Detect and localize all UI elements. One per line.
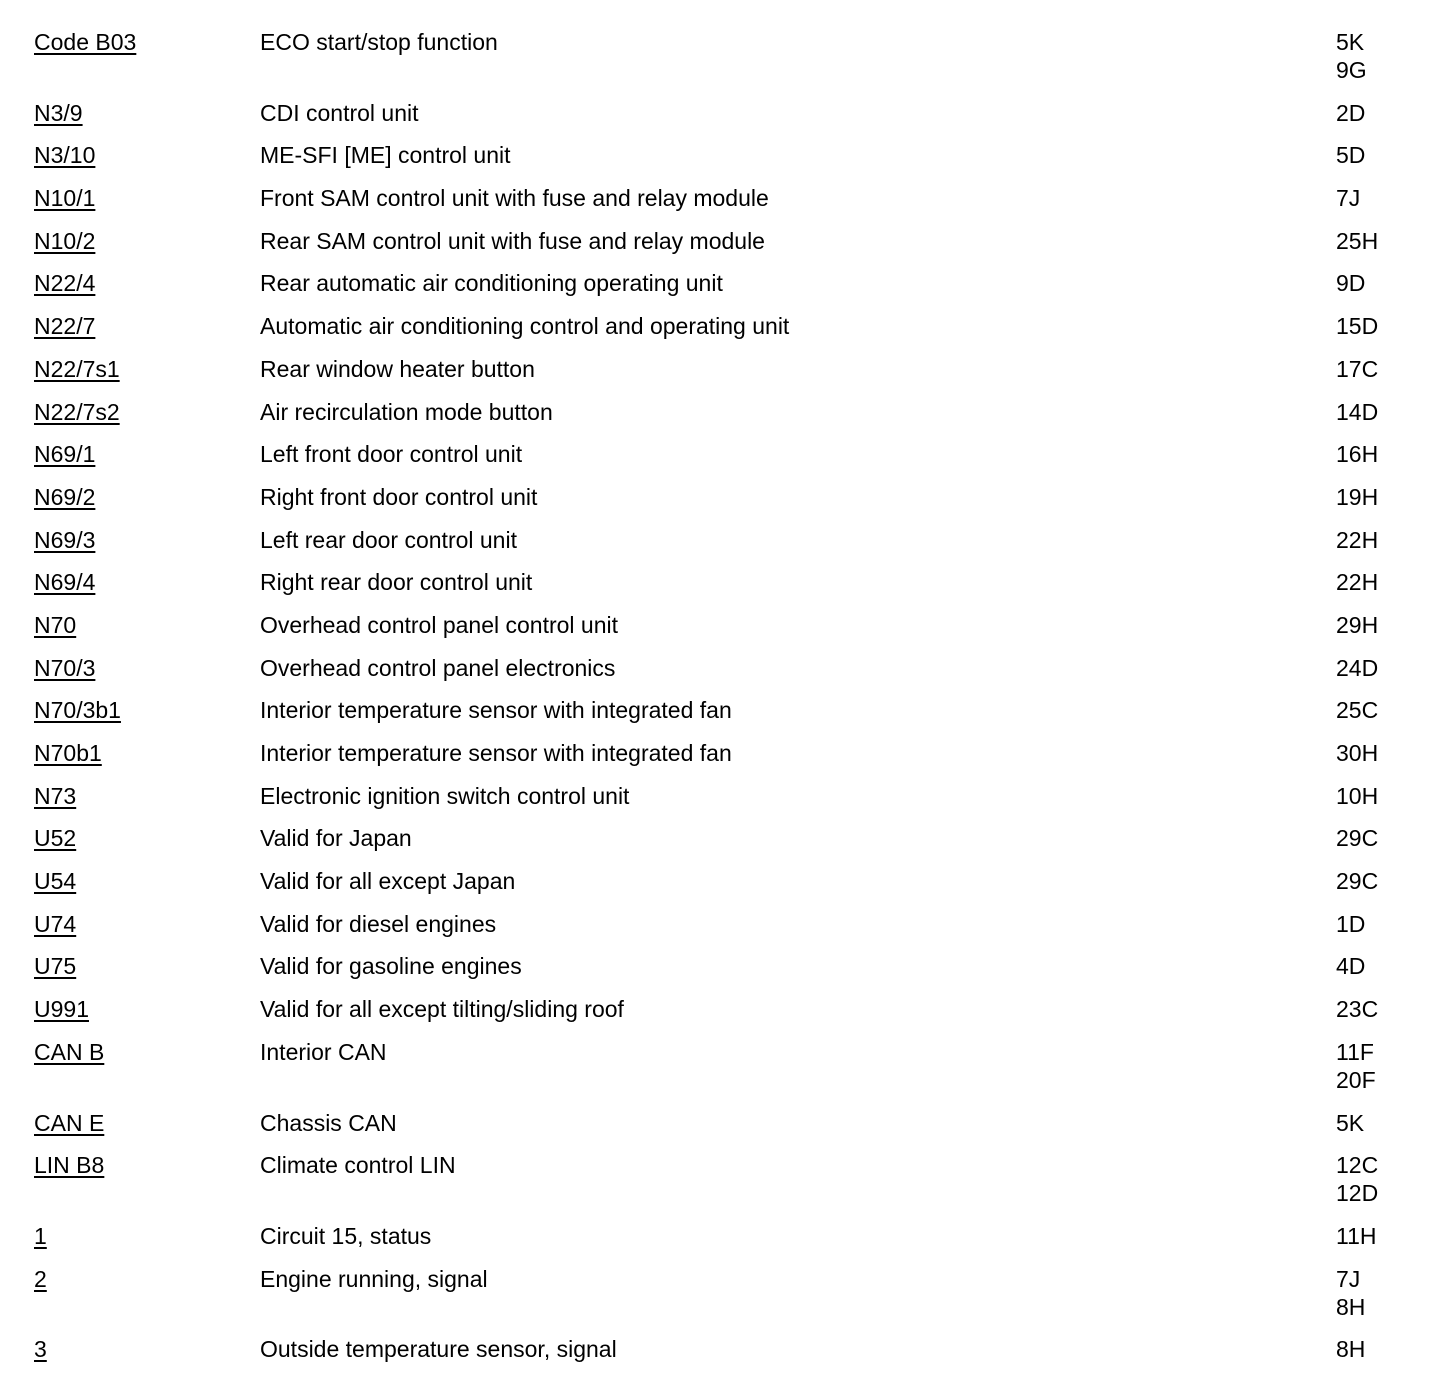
component-description: Interior temperature sensor with integrated fan	[260, 740, 732, 766]
legend-row	[34, 1222, 1414, 1250]
component-description: Right front door control unit	[260, 483, 538, 510]
component-code-link[interactable]: N22/7s2	[34, 398, 120, 425]
component-code-link[interactable]: N22/4	[34, 270, 96, 297]
component-description: Rear automatic air conditioning operating unit	[260, 270, 723, 297]
grid-reference: 5D	[1336, 142, 1366, 169]
grid-reference: 9D	[1336, 270, 1366, 297]
grid-references	[1336, 611, 1414, 639]
legend-row	[34, 99, 1414, 127]
grid-references	[1336, 654, 1414, 682]
grid-reference: 10H	[1336, 782, 1379, 809]
grid-references	[1336, 696, 1414, 724]
component-code-link[interactable]: N70/3	[34, 654, 96, 681]
grid-references	[1336, 1222, 1414, 1250]
grid-references	[1336, 952, 1414, 980]
legend-row	[34, 398, 1414, 426]
legend-row	[34, 526, 1414, 554]
grid-reference: 19H	[1336, 483, 1379, 510]
component-description: Climate control LIN	[260, 1152, 456, 1179]
component-code-link[interactable]: LIN B8	[34, 1152, 105, 1179]
grid-references	[1336, 568, 1414, 596]
grid-reference: 25H	[1336, 227, 1379, 254]
legend-row	[34, 355, 1414, 383]
grid-reference: 30H	[1336, 740, 1379, 766]
grid-references	[1336, 398, 1414, 426]
component-code-link[interactable]: U991	[34, 996, 89, 1023]
legend-row	[34, 28, 1414, 84]
component-description: Circuit 15, status	[260, 1222, 432, 1249]
legend-row	[34, 782, 1414, 810]
component-code-link[interactable]: N70b1	[34, 740, 102, 766]
grid-reference: 4D	[1336, 953, 1366, 980]
component-description: Rear window heater button	[260, 355, 535, 382]
grid-reference: 29C	[1336, 868, 1379, 895]
component-description: Air recirculation mode button	[260, 398, 553, 425]
legend-row	[34, 1151, 1414, 1207]
component-description: Interior temperature sensor with integrated fan	[260, 697, 732, 724]
grid-reference: 12D	[1336, 1180, 1379, 1207]
grid-reference: 16H	[1336, 441, 1379, 468]
grid-references	[1336, 312, 1414, 340]
grid-reference: 1D	[1336, 910, 1366, 937]
grid-references	[1336, 526, 1414, 554]
grid-references	[1336, 1335, 1414, 1363]
legend-row	[34, 483, 1414, 511]
legend-row	[34, 1109, 1414, 1137]
grid-references	[1336, 1109, 1414, 1137]
component-description: Right rear door control unit	[260, 569, 533, 596]
component-code-link[interactable]: N10/2	[34, 227, 96, 254]
grid-reference: 22H	[1336, 526, 1379, 553]
component-code-link[interactable]: N73	[34, 782, 77, 809]
component-code-link[interactable]: N69/3	[34, 526, 96, 553]
component-code-link[interactable]: N69/1	[34, 441, 96, 468]
component-code-link[interactable]: 3	[34, 1336, 47, 1363]
component-code-link[interactable]: U74	[34, 910, 77, 937]
component-description: Front SAM control unit with fuse and relay module	[260, 185, 769, 212]
component-description: Rear SAM control unit with fuse and relay module	[260, 227, 765, 254]
legend-row	[34, 611, 1414, 639]
component-code-link[interactable]: Code B03	[34, 29, 137, 55]
component-description: Automatic air conditioning control and operating unit	[260, 313, 790, 340]
component-code-link[interactable]: N10/1	[34, 185, 96, 212]
grid-reference: 11H	[1336, 1222, 1377, 1249]
grid-reference: 7J	[1336, 1265, 1361, 1292]
component-code-link[interactable]: U75	[34, 953, 77, 980]
legend-row	[34, 1265, 1414, 1321]
grid-reference: 29C	[1336, 825, 1379, 852]
grid-references	[1336, 483, 1414, 511]
grid-reference: 25C	[1336, 697, 1379, 724]
component-code-link[interactable]: 1	[34, 1222, 47, 1249]
grid-references	[1336, 99, 1414, 127]
legend-row	[34, 440, 1414, 468]
component-description: Outside temperature sensor, signal	[260, 1336, 617, 1363]
component-description: Engine running, signal	[260, 1265, 488, 1292]
grid-reference: 5K	[1336, 29, 1365, 55]
grid-references	[1336, 739, 1414, 767]
grid-references	[1336, 867, 1414, 895]
legend-row	[34, 184, 1414, 212]
grid-reference: 2D	[1336, 99, 1366, 126]
legend-row	[34, 824, 1414, 852]
grid-references	[1336, 269, 1414, 297]
legend-row	[34, 995, 1414, 1023]
component-code-link[interactable]: CAN B	[34, 1038, 105, 1065]
component-code-link[interactable]: CAN E	[34, 1109, 105, 1136]
grid-references	[1336, 995, 1414, 1023]
component-description: Chassis CAN	[260, 1109, 397, 1136]
grid-reference: 12C	[1336, 1152, 1379, 1179]
component-code-link[interactable]: N69/4	[34, 569, 96, 596]
component-code-link[interactable]: N70/3b1	[34, 697, 121, 724]
grid-references	[1336, 227, 1414, 255]
component-code-link[interactable]: N70	[34, 611, 77, 638]
component-description: ECO start/stop function	[260, 29, 498, 55]
component-description: Overhead control panel control unit	[260, 611, 618, 638]
grid-references	[1336, 1038, 1414, 1094]
component-code-link[interactable]: U54	[34, 868, 77, 895]
legend-row	[34, 910, 1414, 938]
grid-reference: 14D	[1336, 398, 1379, 425]
component-description: Left rear door control unit	[260, 526, 517, 553]
grid-reference: 7J	[1336, 185, 1361, 212]
component-legend-table	[34, 28, 1414, 1378]
legend-row	[34, 568, 1414, 596]
legend-row	[34, 867, 1414, 895]
component-code-link[interactable]: 2	[34, 1265, 47, 1292]
grid-references	[1336, 1265, 1414, 1321]
grid-reference: 29H	[1336, 611, 1379, 638]
legend-row	[34, 141, 1414, 169]
grid-references	[1336, 141, 1414, 169]
legend-row	[34, 227, 1414, 255]
grid-references	[1336, 28, 1414, 84]
grid-references	[1336, 184, 1414, 212]
grid-references	[1336, 355, 1414, 383]
grid-reference: 11F	[1336, 1038, 1374, 1065]
component-code-link[interactable]: N22/7s1	[34, 355, 120, 382]
component-description: Valid for diesel engines	[260, 910, 497, 937]
legend-row	[34, 1038, 1414, 1094]
component-code-link[interactable]: N22/7	[34, 313, 96, 340]
component-description: Valid for all except tilting/sliding roof	[260, 996, 624, 1023]
grid-reference: 17C	[1336, 355, 1379, 382]
component-code-link[interactable]: N3/9	[34, 99, 83, 126]
grid-reference: 24D	[1336, 654, 1379, 681]
component-code-link[interactable]: N3/10	[34, 142, 96, 169]
grid-reference: 8H	[1336, 1293, 1366, 1320]
grid-references	[1336, 824, 1414, 852]
component-description: Valid for all except Japan	[260, 868, 516, 895]
legend-row	[34, 696, 1414, 724]
legend-row	[34, 312, 1414, 340]
component-description: Left front door control unit	[260, 441, 523, 468]
grid-reference: 22H	[1336, 569, 1379, 596]
component-description: Valid for Japan	[260, 825, 412, 852]
component-code-link[interactable]: U52	[34, 825, 77, 852]
legend-row	[34, 952, 1414, 980]
grid-reference: 15D	[1336, 313, 1379, 340]
component-code-link[interactable]: N69/2	[34, 483, 96, 510]
grid-reference: 5K	[1336, 1109, 1365, 1136]
grid-reference: 9G	[1336, 57, 1367, 83]
component-description: Interior CAN	[260, 1038, 387, 1065]
component-description: Electronic ignition switch control unit	[260, 782, 630, 809]
grid-reference: 23C	[1336, 996, 1379, 1023]
grid-references	[1336, 782, 1414, 810]
legend-row	[34, 654, 1414, 682]
component-description: Valid for gasoline engines	[260, 953, 522, 980]
grid-references	[1336, 440, 1414, 468]
grid-references	[1336, 910, 1414, 938]
legend-row	[34, 739, 1414, 767]
grid-reference: 8H	[1336, 1336, 1366, 1363]
component-description: Overhead control panel electronics	[260, 654, 616, 681]
legend-row	[34, 1335, 1414, 1363]
legend-row	[34, 269, 1414, 297]
grid-references	[1336, 1151, 1414, 1207]
component-description: ME-SFI [ME] control unit	[260, 142, 511, 169]
component-description: CDI control unit	[260, 99, 419, 126]
grid-reference: 20F	[1336, 1066, 1376, 1093]
